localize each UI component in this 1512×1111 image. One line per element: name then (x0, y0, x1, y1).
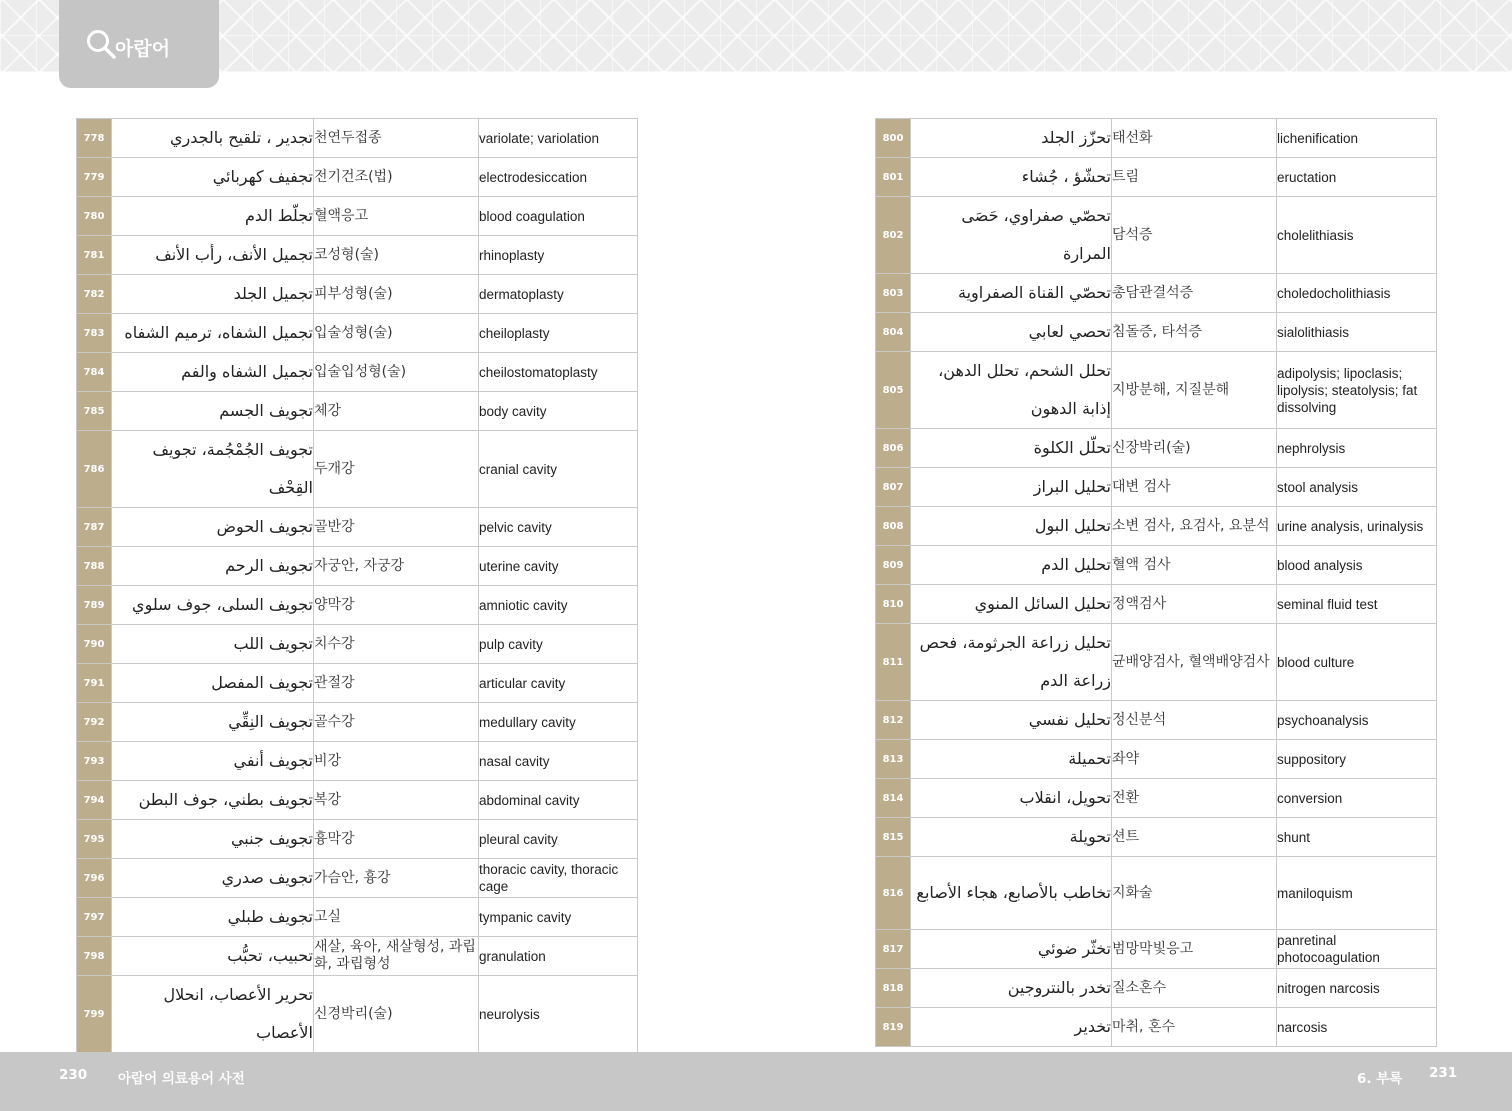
table-row (876, 158, 1437, 197)
english-term: granulation (479, 937, 638, 976)
arabic-term: تجميل الأنف، رأب الأنف (112, 236, 314, 275)
english-term: conversion (1277, 779, 1437, 818)
korean-term: 치수강 (314, 625, 479, 664)
entry-number: 796 (77, 859, 112, 898)
english-term: blood culture (1277, 624, 1437, 701)
english-term: thoracic cavity, thoracic cage (479, 859, 638, 898)
right-dictionary-table (875, 118, 1437, 1047)
entry-number: 778 (77, 119, 112, 158)
entry-number: 780 (77, 197, 112, 236)
decorative-pattern-band (0, 0, 1512, 72)
arabic-term: تجويف اللب (112, 625, 314, 664)
arabic-term: تحشّؤ ، جُشاء (911, 158, 1112, 197)
korean-term: 관절강 (314, 664, 479, 703)
english-term: variolate; variolation (479, 119, 638, 158)
arabic-term: تجويف صدري (112, 859, 314, 898)
arabic-term: تحليل البراز (911, 468, 1112, 507)
korean-term: 신장박리(술) (1112, 429, 1277, 468)
entry-number: 816 (876, 857, 911, 930)
english-term: amniotic cavity (479, 586, 638, 625)
arabic-term: تخدير (911, 1008, 1112, 1047)
english-term: cheiloplasty (479, 314, 638, 353)
english-term: psychoanalysis (1277, 701, 1437, 740)
korean-term: 고실 (314, 898, 479, 937)
arabic-term: تجويف الجسم (112, 392, 314, 431)
arabic-term: تجويف طبلي (112, 898, 314, 937)
table-row (77, 236, 638, 275)
korean-term: 혈액 검사 (1112, 546, 1277, 585)
english-term: maniloquism (1277, 857, 1437, 930)
table-row (876, 468, 1437, 507)
entry-number: 817 (876, 930, 911, 969)
entry-number: 786 (77, 431, 112, 508)
english-term: nitrogen narcosis (1277, 969, 1437, 1008)
language-tab (59, 0, 219, 88)
entry-number: 803 (876, 274, 911, 313)
entry-number: 787 (77, 508, 112, 547)
table-row (77, 119, 638, 158)
section-title: 6. 부록 (1357, 1071, 1403, 1087)
table-row (876, 585, 1437, 624)
korean-term: 비강 (314, 742, 479, 781)
english-term: uterine cavity (479, 547, 638, 586)
english-term: tympanic cavity (479, 898, 638, 937)
arabic-term: تجويف النِقِّي (112, 703, 314, 742)
entry-number: 812 (876, 701, 911, 740)
table-row (876, 197, 1437, 274)
korean-term: 골수강 (314, 703, 479, 742)
page-footer (0, 1052, 1512, 1111)
arabic-term: تجويف أنفي (112, 742, 314, 781)
arabic-term: تجويف المفصل (112, 664, 314, 703)
english-term: blood coagulation (479, 197, 638, 236)
korean-term: 정신분석 (1112, 701, 1277, 740)
korean-term: 천연두접종 (314, 119, 479, 158)
korean-term: 좌약 (1112, 740, 1277, 779)
table-row (77, 392, 638, 431)
entry-number: 802 (876, 197, 911, 274)
english-term: choledocholithiasis (1277, 274, 1437, 313)
english-term: neurolysis (479, 976, 638, 1053)
entry-number: 784 (77, 353, 112, 392)
entry-number: 793 (77, 742, 112, 781)
english-term: panretinal photocoagulation (1277, 930, 1437, 969)
arabic-term: تجميل الشفاه والفم (112, 353, 314, 392)
english-term: stool analysis (1277, 468, 1437, 507)
english-term: eructation (1277, 158, 1437, 197)
entry-number: 779 (77, 158, 112, 197)
arabic-term: تجفيف كهربائي (112, 158, 314, 197)
arabic-term: تخاطب بالأصابع، هجاء الأصابع (911, 857, 1112, 930)
table-row (876, 969, 1437, 1008)
english-term: adipolysis; lipoclasis; lipolysis; steatolysis; fat dissolving (1277, 352, 1437, 429)
entry-number: 809 (876, 546, 911, 585)
arabic-term: تحميلة (911, 740, 1112, 779)
korean-term: 트림 (1112, 158, 1277, 197)
korean-term: 골반강 (314, 508, 479, 547)
korean-term: 마취, 혼수 (1112, 1008, 1277, 1047)
table-row (77, 937, 638, 976)
table-row (77, 547, 638, 586)
korean-term: 지방분해, 지질분해 (1112, 352, 1277, 429)
korean-term: 두개강 (314, 431, 479, 508)
table-row (77, 353, 638, 392)
arabic-term: تجويف السلى، جوف سلوي (112, 586, 314, 625)
korean-term: 침돌증, 타석증 (1112, 313, 1277, 352)
english-term: articular cavity (479, 664, 638, 703)
table-row (77, 625, 638, 664)
korean-term: 피부성형(술) (314, 275, 479, 314)
table-row (77, 820, 638, 859)
english-term: body cavity (479, 392, 638, 431)
korean-term: 체강 (314, 392, 479, 431)
arabic-term: تحلّل الكلوة (911, 429, 1112, 468)
arabic-term: تحويل، انقلاب (911, 779, 1112, 818)
korean-term: 신경박리(술) (314, 976, 479, 1053)
arabic-term: تحرير الأعصاب، انحلال الأعصاب (112, 976, 314, 1053)
english-term: narcosis (1277, 1008, 1437, 1047)
english-term: cholelithiasis (1277, 197, 1437, 274)
table-row (77, 664, 638, 703)
table-row (876, 546, 1437, 585)
entry-number: 785 (77, 392, 112, 431)
english-term: abdominal cavity (479, 781, 638, 820)
korean-term: 담석증 (1112, 197, 1277, 274)
korean-term: 입술입성형(술) (314, 353, 479, 392)
table-row (77, 158, 638, 197)
table-row (876, 930, 1437, 969)
table-row (77, 275, 638, 314)
entry-number: 813 (876, 740, 911, 779)
entry-number: 814 (876, 779, 911, 818)
table-row (876, 507, 1437, 546)
entry-number: 806 (876, 429, 911, 468)
arabic-term: تحصي لعابي (911, 313, 1112, 352)
table-row (77, 431, 638, 508)
english-term: blood analysis (1277, 546, 1437, 585)
table-row (77, 859, 638, 898)
arabic-term: تجويف الحوض (112, 508, 314, 547)
arabic-term: تحليل البول (911, 507, 1112, 546)
entry-number: 791 (77, 664, 112, 703)
korean-term: 질소혼수 (1112, 969, 1277, 1008)
table-row (77, 197, 638, 236)
left-page-number: 230 (59, 1067, 88, 1083)
table-row (876, 313, 1437, 352)
table-row (77, 742, 638, 781)
entry-number: 782 (77, 275, 112, 314)
korean-term: 균배양검사, 혈액배양검사 (1112, 624, 1277, 701)
arabic-term: تحليل الدم (911, 546, 1112, 585)
arabic-term: تحويلة (911, 818, 1112, 857)
english-term: medullary cavity (479, 703, 638, 742)
korean-term: 흉막강 (314, 820, 479, 859)
english-term: cheilostomatoplasty (479, 353, 638, 392)
entry-number: 783 (77, 314, 112, 353)
entry-number: 798 (77, 937, 112, 976)
korean-term: 총담관결석증 (1112, 274, 1277, 313)
table-row (876, 429, 1437, 468)
search-icon (85, 28, 117, 60)
english-term: shunt (1277, 818, 1437, 857)
entry-number: 815 (876, 818, 911, 857)
english-term: electrodesiccation (479, 158, 638, 197)
english-term: nephrolysis (1277, 429, 1437, 468)
table-row (77, 703, 638, 742)
entry-number: 797 (77, 898, 112, 937)
entry-number: 819 (876, 1008, 911, 1047)
table-row (876, 352, 1437, 429)
korean-term: 전기건조(법) (314, 158, 479, 197)
table-row (77, 314, 638, 353)
english-term: rhinoplasty (479, 236, 638, 275)
english-term: suppository (1277, 740, 1437, 779)
entry-number: 808 (876, 507, 911, 546)
table-row (876, 740, 1437, 779)
arabic-term: تحليل زراعة الجرثومة، فحص زراعة الدم (911, 624, 1112, 701)
left-dictionary-table (76, 118, 638, 1053)
entry-number: 789 (77, 586, 112, 625)
table-row (876, 624, 1437, 701)
entry-number: 810 (876, 585, 911, 624)
table-row (876, 119, 1437, 158)
arabic-term: تحلل الشحم، تحلل الدهن، إذابة الدهون (911, 352, 1112, 429)
table-row (77, 781, 638, 820)
entry-number: 804 (876, 313, 911, 352)
entry-number: 794 (77, 781, 112, 820)
arabic-term: تخثّر ضوئي (911, 930, 1112, 969)
table-row (77, 898, 638, 937)
korean-term: 태선화 (1112, 119, 1277, 158)
arabic-term: تحبيب، تحبُّب (112, 937, 314, 976)
entry-number: 818 (876, 969, 911, 1008)
entry-number: 792 (77, 703, 112, 742)
english-term: pelvic cavity (479, 508, 638, 547)
arabic-term: تجميل الشفاه، ترميم الشفاه (112, 314, 314, 353)
entry-number: 799 (77, 976, 112, 1053)
english-term: urine analysis, urinalysis (1277, 507, 1437, 546)
english-term: lichenification (1277, 119, 1437, 158)
tab-label: 아랍어 (115, 37, 171, 60)
arabic-term: تجدير ، تلقيح بالجدري (112, 119, 314, 158)
english-term: nasal cavity (479, 742, 638, 781)
table-row (876, 857, 1437, 930)
entry-number: 800 (876, 119, 911, 158)
english-term: cranial cavity (479, 431, 638, 508)
arabic-term: تجويف الجُمْجُمة، تجويف القِحْف (112, 431, 314, 508)
entry-number: 805 (876, 352, 911, 429)
book-title: 아랍어 의료용어 사전 (118, 1071, 245, 1087)
korean-term: 혈액응고 (314, 197, 479, 236)
korean-term: 코성형(술) (314, 236, 479, 275)
arabic-term: تحصّي صفراوي، حَصَى المرارة (911, 197, 1112, 274)
korean-term: 지화술 (1112, 857, 1277, 930)
korean-term: 범망막빛응고 (1112, 930, 1277, 969)
arabic-term: تجويف بطني، جوف البطن (112, 781, 314, 820)
table-row (77, 586, 638, 625)
arabic-term: تحصّي القناة الصفراوية (911, 274, 1112, 313)
korean-term: 새살, 육아, 새살형성, 과립화, 과립형성 (314, 937, 479, 976)
entry-number: 795 (77, 820, 112, 859)
entry-number: 788 (77, 547, 112, 586)
korean-term: 가슴안, 흉강 (314, 859, 479, 898)
korean-term: 션트 (1112, 818, 1277, 857)
english-term: seminal fluid test (1277, 585, 1437, 624)
arabic-term: تجويف الرحم (112, 547, 314, 586)
english-term: pulp cavity (479, 625, 638, 664)
korean-term: 자궁안, 자궁강 (314, 547, 479, 586)
korean-term: 입술성형(술) (314, 314, 479, 353)
entry-number: 781 (77, 236, 112, 275)
table-row (876, 274, 1437, 313)
korean-term: 소변 검사, 요검사, 요분석 (1112, 507, 1277, 546)
korean-term: 전환 (1112, 779, 1277, 818)
table-row (77, 508, 638, 547)
entry-number: 790 (77, 625, 112, 664)
korean-term: 정액검사 (1112, 585, 1277, 624)
arabic-term: تحليل نفسي (911, 701, 1112, 740)
korean-term: 양막강 (314, 586, 479, 625)
entry-number: 811 (876, 624, 911, 701)
table-row (876, 779, 1437, 818)
arabic-term: تجويف جنبي (112, 820, 314, 859)
korean-term: 대변 검사 (1112, 468, 1277, 507)
english-term: dermatoplasty (479, 275, 638, 314)
table-row (876, 1008, 1437, 1047)
arabic-term: تجلّط الدم (112, 197, 314, 236)
table-row (77, 976, 638, 1053)
entry-number: 807 (876, 468, 911, 507)
korean-term: 복강 (314, 781, 479, 820)
arabic-term: تجميل الجلد (112, 275, 314, 314)
english-term: pleural cavity (479, 820, 638, 859)
english-term: sialolithiasis (1277, 313, 1437, 352)
arabic-term: تخدر بالنتروجين (911, 969, 1112, 1008)
arabic-term: تحليل السائل المنوي (911, 585, 1112, 624)
entry-number: 801 (876, 158, 911, 197)
table-row (876, 701, 1437, 740)
arabic-term: تحزّز الجلد (911, 119, 1112, 158)
table-row (876, 818, 1437, 857)
right-page-number: 231 (1429, 1065, 1458, 1081)
